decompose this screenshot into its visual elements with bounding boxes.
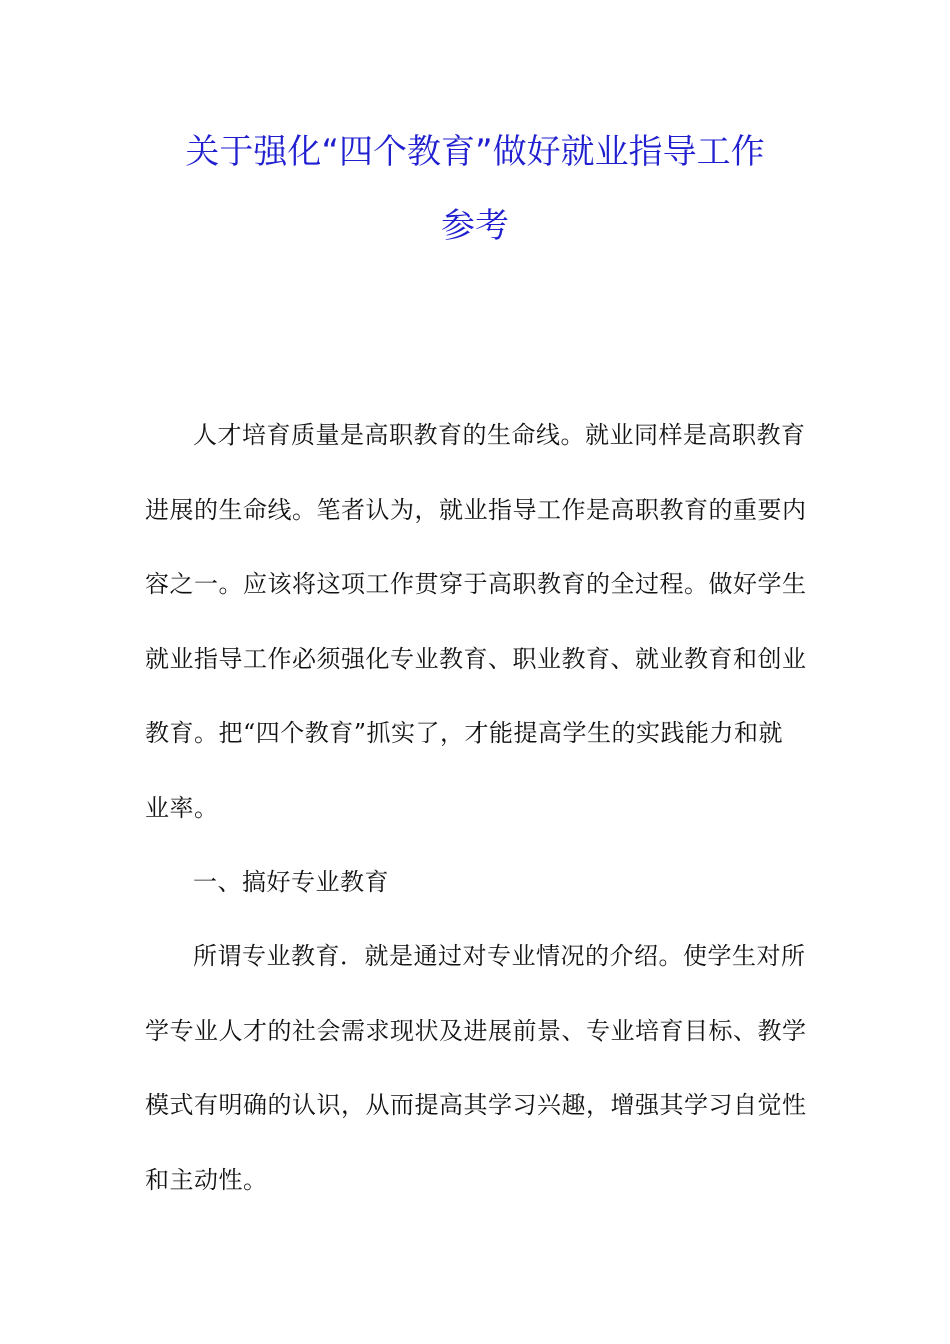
section-heading-1: [145, 845, 807, 920]
paragraph-1-line: 人才培育质量是高职教育的生命线。就业同样是高职教育: [193, 421, 806, 449]
section-heading-text: 一、搞好专业教育: [193, 868, 389, 896]
paragraph-1-line: 进展的生命线。笔者认为，就业指导工作是高职教育的重要内: [145, 495, 807, 524]
paragraph-1-line: 就业指导工作必须强化专业教育、职业教育、就业教育和创业: [145, 644, 807, 673]
paragraph-1-line: 业率。: [145, 793, 219, 822]
paragraph-2-line: 学专业人才的社会需求现状及进展前景、专业培育目标、教学: [145, 1016, 807, 1045]
paragraph-2-line: 所谓专业教育．就是通过对专业情况的介绍。使学生对所: [193, 942, 806, 970]
paragraph-1-line: 教育。把“四个教育”抓实了，才能提高学生的实践能力和就: [145, 719, 784, 747]
paragraph-2-line: 和主动性。: [145, 1165, 268, 1194]
paragraph-2-line: 模式有明确的认识，从而提高其学习兴趣，增强其学习自觉性: [145, 1091, 807, 1119]
document-title-line-1: 关于强化“四个教育”做好就业指导工作: [185, 132, 765, 172]
paragraph-2: [145, 919, 807, 1217]
document-title-line-2: 参考: [441, 206, 509, 246]
paragraph-1-line: 容之一。应该将这项工作贯穿于高职教育的全过程。做好学生: [145, 570, 807, 598]
paragraph-1: [145, 398, 807, 845]
